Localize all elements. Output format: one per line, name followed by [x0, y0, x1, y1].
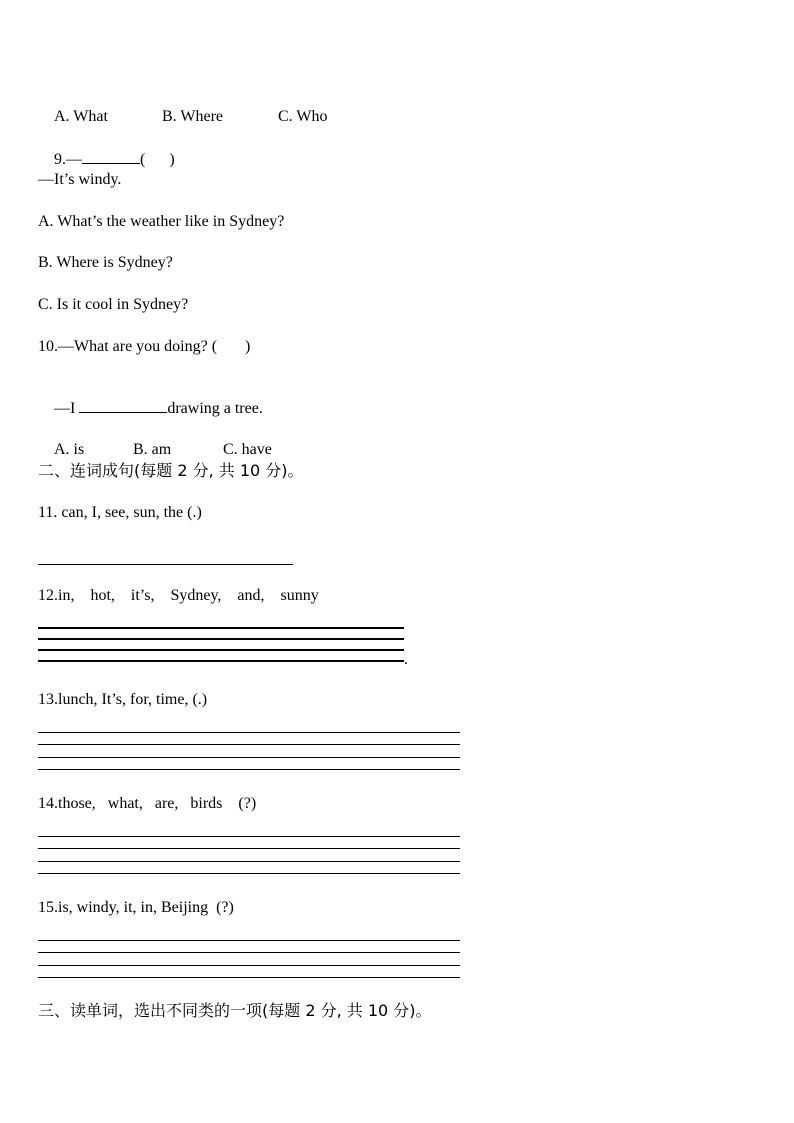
q9-paren: ( )	[140, 151, 175, 168]
q15-answer-line-2[interactable]	[38, 952, 460, 953]
section-3-title: 三、读单词，选出不同类的一项(每题 2 分, 共 10 分)。	[38, 1001, 432, 1020]
q9-answer-line: —It’s windy.	[38, 171, 122, 188]
q9-answer-blank[interactable]	[82, 149, 140, 164]
q10-option-a: A. is	[54, 441, 85, 458]
q12-prompt: 12.in, hot, it’s, Sydney, and, sunny	[38, 587, 319, 604]
q9-option-b: B. Where is Sydney?	[38, 254, 173, 271]
q14-answer-line-2[interactable]	[38, 848, 460, 849]
q13-answer-line-4[interactable]	[38, 769, 460, 770]
q12-answer-line-1[interactable]	[38, 627, 404, 629]
q12-answer-line-3[interactable]	[38, 649, 404, 651]
q13-prompt: 13.lunch, It’s, for, time, (.)	[38, 691, 208, 708]
q9-number: 9.—	[54, 151, 82, 168]
q15-answer-line-4[interactable]	[38, 977, 460, 978]
q15-prompt: 15.is, windy, it, in, Beijing (?)	[38, 899, 234, 916]
q12-period: .	[404, 651, 408, 668]
q14-answer-line-4[interactable]	[38, 873, 460, 874]
q15-answer-line-3[interactable]	[38, 965, 460, 966]
q10-option-b: B. am	[133, 441, 172, 458]
q8-option-b: B. Where	[162, 108, 224, 125]
q10-answer-suffix: drawing a tree.	[167, 400, 263, 417]
q15-answer-line-1[interactable]	[38, 940, 460, 941]
q13-answer-line-1[interactable]	[38, 732, 460, 733]
q12-answer-line-2[interactable]	[38, 638, 404, 640]
q9-option-c: C. Is it cool in Sydney?	[38, 296, 189, 313]
q14-answer-line-3[interactable]	[38, 861, 460, 862]
q13-answer-line-2[interactable]	[38, 744, 460, 745]
q8-option-c: C. Who	[278, 108, 328, 125]
q12-answer-line-4[interactable]	[38, 660, 404, 662]
q11-answer-line[interactable]	[38, 564, 293, 565]
q11-prompt: 11. can, I, see, sun, the (.)	[38, 504, 202, 521]
section-2-title: 二、连词成句(每题 2 分, 共 10 分)。	[38, 461, 304, 480]
q10-question: 10.—What are you doing? ( )	[38, 338, 251, 355]
q10-answer-blank[interactable]	[79, 398, 167, 413]
q14-answer-line-1[interactable]	[38, 836, 460, 837]
q10-answer-prefix: —I	[54, 400, 80, 417]
q10-option-c: C. have	[223, 441, 272, 458]
q8-option-a: A. What	[54, 108, 108, 125]
q13-answer-line-3[interactable]	[38, 757, 460, 758]
q14-prompt: 14.those, what, are, birds (?)	[38, 795, 257, 812]
q9-option-a: A. What’s the weather like in Sydney?	[38, 213, 285, 230]
